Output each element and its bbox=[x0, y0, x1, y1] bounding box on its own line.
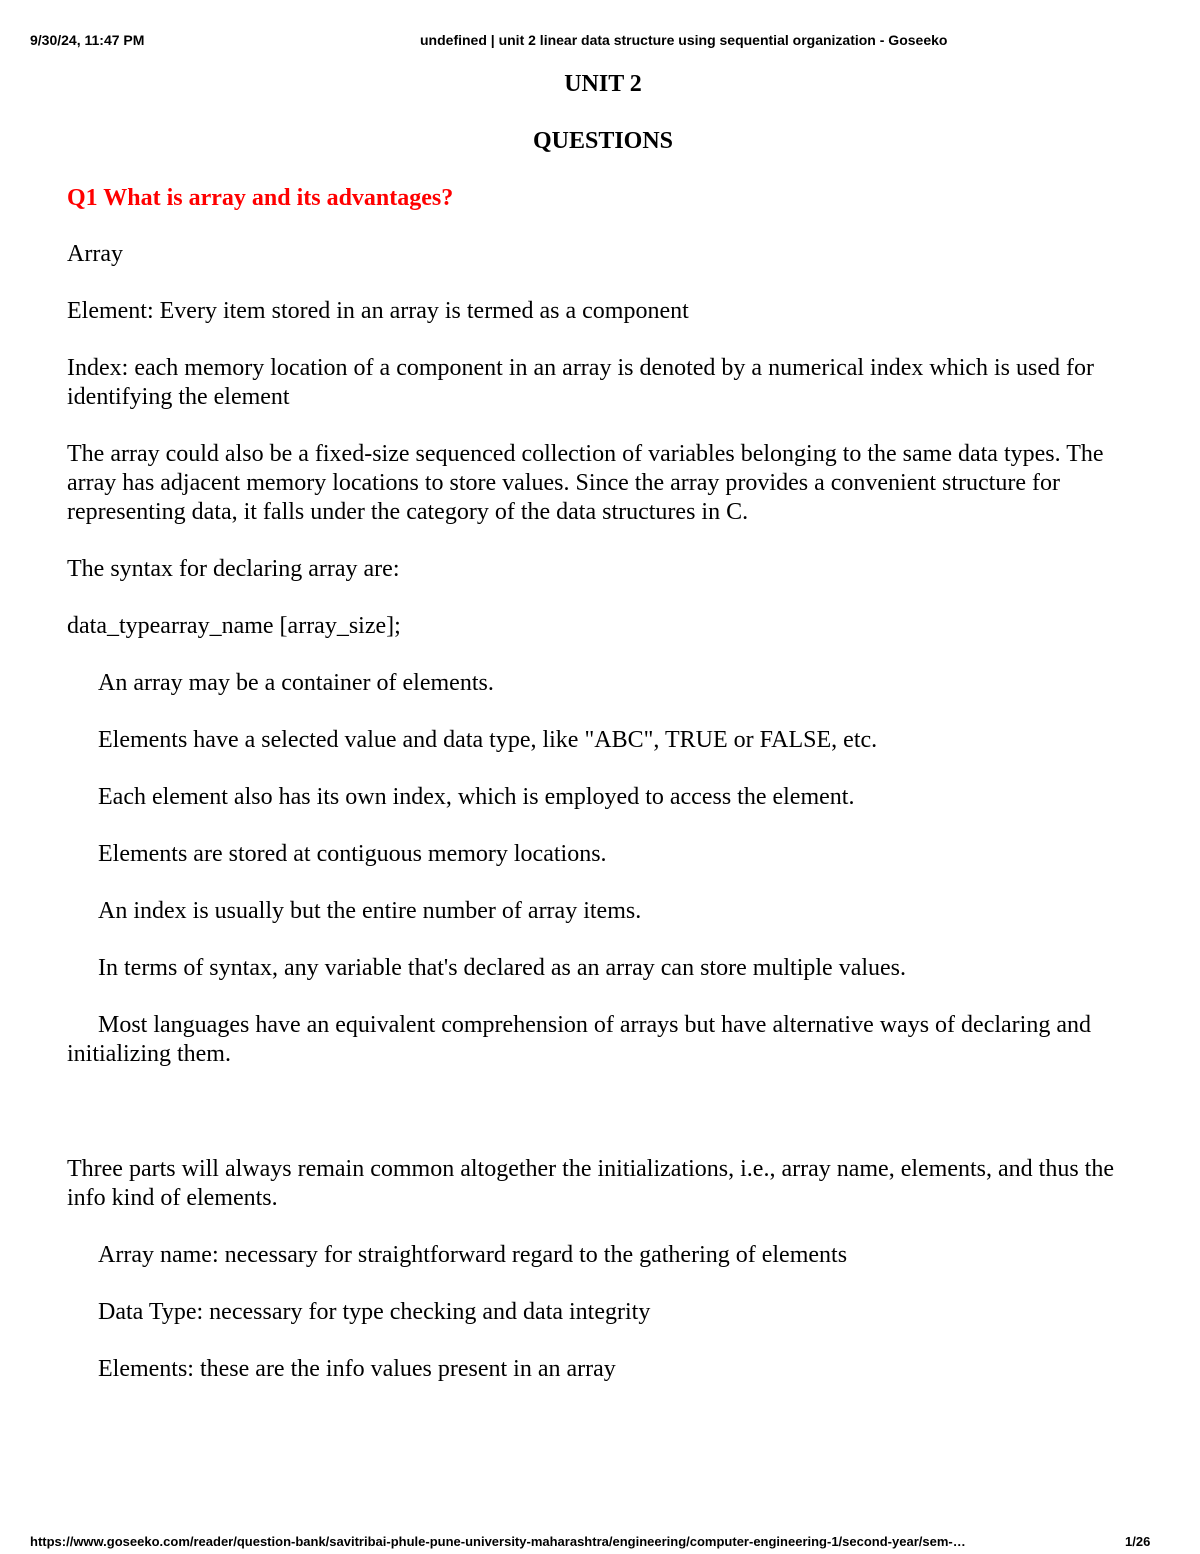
paragraph-three-parts: Three parts will always remain common altogether the initializations, i.e., array name, elements, and thus the info kind of elements. bbox=[67, 1156, 1114, 1211]
list-item: Array name: necessary for straightforward regard to the gathering of elements bbox=[98, 1242, 848, 1268]
print-datetime: 9/30/24, 11:47 PM bbox=[30, 32, 145, 48]
list-item: In terms of syntax, any variable that's declared as an array can store multiple values. bbox=[98, 955, 907, 981]
list-item: An array may be a container of elements. bbox=[98, 670, 494, 696]
question-heading: Q1 What is array and its advantages? bbox=[67, 185, 454, 211]
print-url: https://www.goseeko.com/reader/question-bank/savitribai-phule-pune-university-maharashtra/engineering/computer-engineering-1/second-year/sem-… bbox=[30, 1534, 966, 1549]
unit-title: UNIT 2 bbox=[564, 71, 642, 97]
document-body bbox=[67, 70, 1147, 1412]
paragraph-array: Array bbox=[67, 241, 123, 267]
paragraph-element: Element: Every item stored in an array is termed as a component bbox=[67, 298, 689, 324]
paragraph-index: Index: each memory location of a component in an array is denoted by a numerical index which is used for identifying the element bbox=[67, 355, 1094, 410]
print-page-title: undefined | unit 2 linear data structure using sequential organization - Goseeko bbox=[420, 32, 948, 48]
list-item: Elements are stored at contiguous memory locations. bbox=[98, 841, 607, 867]
section-title: QUESTIONS bbox=[532, 128, 674, 154]
list-item: Each element also has its own index, which is employed to access the element. bbox=[98, 784, 855, 810]
list-item: Most languages have an equivalent comprehension of arrays but have alternative ways of declaring and initializing them. bbox=[67, 1012, 1091, 1067]
print-footer bbox=[0, 1534, 1200, 1554]
list-item: Elements: these are the info values present in an array bbox=[98, 1356, 616, 1382]
list-item: An index is usually but the entire number of array items. bbox=[98, 898, 642, 924]
page-number: 1/26 bbox=[1125, 1534, 1151, 1549]
list-item: Elements have a selected value and data type, like "ABC", TRUE or FALSE, etc. bbox=[98, 727, 878, 753]
paragraph-fixed-size: The array could also be a fixed-size sequenced collection of variables belonging to the same data types. The array has adjacent memory locations to store values. Since the array provides a convenient structure for representing data, it falls under the category of the data structures in C. bbox=[67, 441, 1104, 525]
list-item: Data Type: necessary for type checking and data integrity bbox=[98, 1299, 651, 1325]
paragraph-syntax: data_typearray_name [array_size]; bbox=[67, 613, 401, 639]
paragraph-syntax-intro: The syntax for declaring array are: bbox=[67, 556, 400, 582]
print-header bbox=[0, 28, 1200, 52]
